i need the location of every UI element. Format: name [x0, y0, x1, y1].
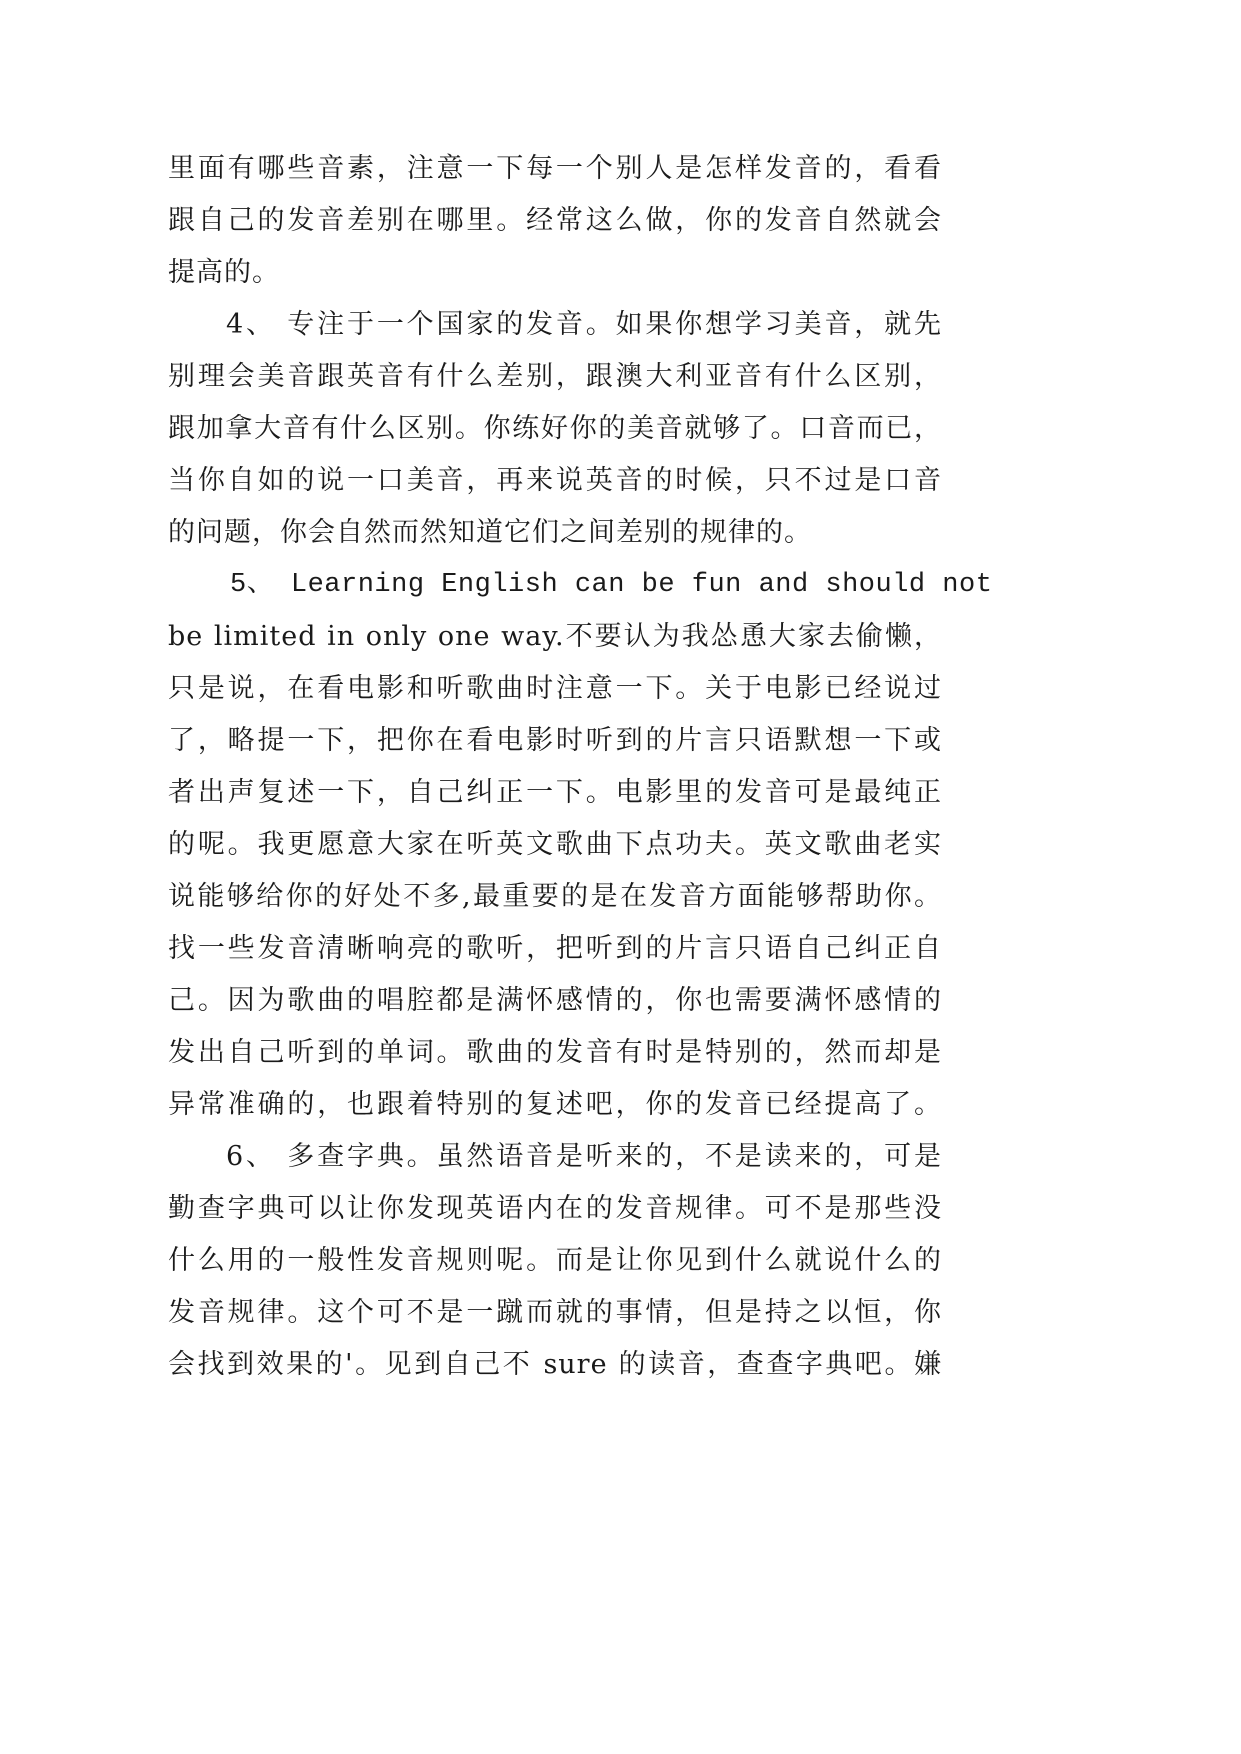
paragraph-line: be limited in only one way.不要认为我怂恿大家去偷懒， [168, 621, 942, 652]
paragraph-line: 的呢。我更愿意大家在听英文歌曲下点功夫。英文歌曲老实 [168, 829, 942, 860]
paragraph-line: 别理会美音跟英音有什么差别，跟澳大利亚音有什么区别， [168, 361, 942, 392]
paragraph-line: 会找到效果的'。见到自己不 sure 的读音，查查字典吧。嫌 [168, 1349, 942, 1380]
paragraph-line: 发音规律。这个可不是一蹴而就的事情，但是持之以恒，你 [168, 1297, 942, 1328]
paragraph-line: 说能够给你的好处不多,最重要的是在发音方面能够帮助你。 [168, 881, 942, 912]
paragraph-line: 里面有哪些音素，注意一下每一个别人是怎样发音的，看看 [168, 153, 942, 184]
paragraph-line: 找一些发音清晰响亮的歌听，把听到的片言只语自己纠正自 [168, 933, 942, 964]
paragraph-line: 只是说，在看电影和听歌曲时注意一下。关于电影已经说过 [168, 673, 942, 704]
body-text [168, 143, 993, 1391]
paragraph-line: 什么用的一般性发音规则呢。而是让你见到什么就说什么的 [168, 1245, 942, 1276]
paragraph-line: 的问题，你会自然而然知道它们之间差别的规律的。 [168, 517, 812, 548]
paragraph-line: 跟自己的发音差别在哪里。经常这么做，你的发音自然就会 [168, 205, 942, 236]
list-item-6-line: 6、 多查字典。虽然语音是听来的，不是读来的，可是 [226, 1141, 942, 1172]
list-item-4-line: 4、 专注于一个国家的发音。如果你想学习美音，就先 [226, 309, 942, 340]
list-item-5-line: 5、 Learning English can be fun and should not [230, 570, 993, 600]
paragraph-line: 发出自己听到的单词。歌曲的发音有时是特别的，然而却是 [168, 1037, 942, 1068]
paragraph-line: 勤查字典可以让你发现英语内在的发音规律。可不是那些没 [168, 1193, 942, 1224]
paragraph-line: 了，略提一下，把你在看电影时听到的片言只语默想一下或 [168, 725, 942, 756]
paragraph-line: 当你自如的说一口美音，再来说英音的时候，只不过是口音 [168, 465, 942, 496]
paragraph-line: 者出声复述一下，自己纠正一下。电影里的发音可是最纯正 [168, 777, 942, 808]
paragraph-line: 异常准确的，也跟着特别的复述吧，你的发音已经提高了。 [168, 1089, 942, 1120]
paragraph-line: 跟加拿大音有什么区别。你练好你的美音就够了。口音而已， [168, 413, 942, 444]
paragraph-line: 提高的。 [168, 257, 280, 288]
paragraph-line: 己。因为歌曲的唱腔都是满怀感情的，你也需要满怀感情的 [168, 985, 942, 1016]
